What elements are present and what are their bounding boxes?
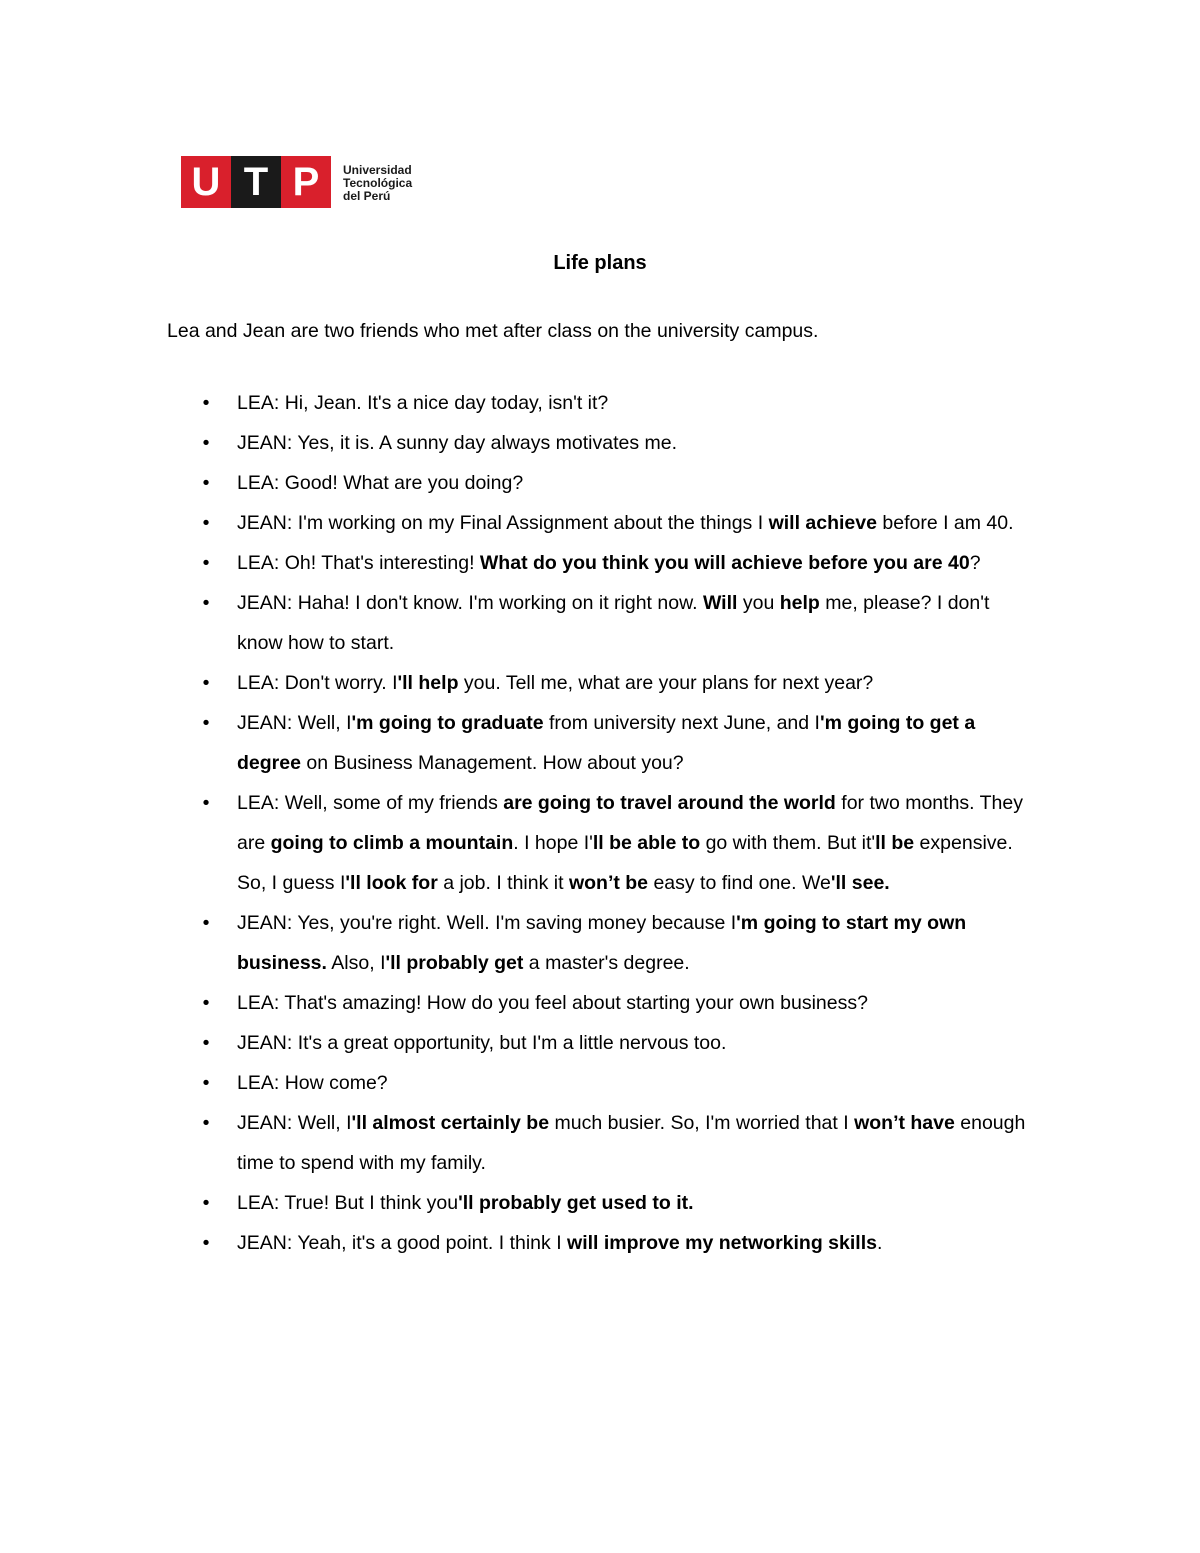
dialogue-line	[200, 383, 1040, 423]
dialogue-emphasis: won’t be	[568, 872, 649, 894]
dialogue-text: easy to find one. We	[648, 872, 831, 894]
dialogue-emphasis: help	[779, 592, 820, 614]
dialogue-text: : Well, I	[286, 1112, 352, 1134]
dialogue-text: : Good! What are you doing?	[273, 472, 524, 494]
dialogue-emphasis: 'll probably get used to it.	[458, 1192, 694, 1214]
dialogue-emphasis: 'm going to graduate	[351, 712, 544, 734]
bullet-icon	[200, 503, 212, 543]
dialogue-emphasis: 'll almost certainly be	[351, 1112, 550, 1134]
speaker-name: JEAN	[237, 1032, 287, 1054]
dialogue-line	[200, 503, 1040, 543]
speaker-name: LEA	[237, 552, 274, 574]
dialogue-emphasis: will improve my networking skills	[567, 1232, 877, 1254]
logo-text-line-2: Tecnológica	[343, 176, 413, 190]
dialogue-emphasis: are going to travel around the world	[503, 792, 836, 814]
speaker-name: JEAN	[237, 1112, 287, 1134]
dialogue-text: before I am 40.	[876, 512, 1014, 534]
dialogue-line	[200, 423, 1040, 463]
dialogue-text: you	[737, 592, 780, 614]
dialogue-text: : I'm working on my Final Assignment about the things I	[286, 512, 769, 534]
dialogue-line	[200, 663, 1040, 703]
dialogue-emphasis: 'll help	[397, 672, 459, 694]
dialogue-text: : True! But I think you	[273, 1192, 459, 1214]
speaker-name: LEA	[237, 392, 274, 414]
speaker-name: JEAN	[237, 1232, 287, 1254]
speaker-name: JEAN	[237, 912, 287, 934]
dialogue-line	[200, 1223, 1040, 1263]
bullet-icon	[200, 703, 212, 743]
dialogue-line	[200, 903, 1040, 983]
speaker-name: LEA	[237, 792, 274, 814]
speaker-name: JEAN	[237, 712, 287, 734]
bullet-icon	[200, 1183, 212, 1223]
bullet-icon	[200, 1223, 212, 1263]
dialogue-line	[200, 1183, 1040, 1223]
dialogue-text: you. Tell me, what are your plans for next year?	[458, 672, 874, 694]
dialogue-text: expensive. So, I guess I	[237, 832, 1013, 894]
dialogue-text: : Yes, it is. A sunny day always motivates me.	[286, 432, 678, 454]
utp-logo	[181, 156, 421, 210]
dialogue-emphasis: 'll look for	[345, 872, 438, 894]
dialogue-emphasis: won’t have	[854, 1112, 955, 1134]
bullet-icon	[200, 783, 212, 823]
dialogue-line	[200, 543, 1040, 583]
speaker-name: LEA	[237, 1072, 274, 1094]
bullet-icon	[200, 463, 212, 503]
dialogue-line	[200, 1063, 1040, 1103]
dialogue-text: me, please? I don't know how to start.	[237, 592, 990, 654]
dialogue-text: Also, I	[326, 952, 386, 974]
dialogue-line	[200, 983, 1040, 1023]
dialogue-line	[200, 1103, 1040, 1183]
bullet-icon	[200, 1063, 212, 1103]
dialogue-text: much busier. So, I'm worried that I	[549, 1112, 855, 1134]
bullet-icon	[200, 903, 212, 943]
bullet-icon	[200, 983, 212, 1023]
logo-letter-p: P	[281, 156, 331, 208]
intro-paragraph: Lea and Jean are two friends who met after class on the university campus.	[167, 320, 819, 342]
dialogue-emphasis: 'm going to get a degree	[237, 712, 976, 774]
dialogue-emphasis: ll be able to	[592, 832, 701, 854]
logo-text-line-3: del Perú	[343, 189, 391, 203]
dialogue-text: from university next June, and I	[543, 712, 820, 734]
dialogue-text: : It's a great opportunity, but I'm a little nervous too.	[286, 1032, 727, 1054]
dialogue-emphasis: Will	[702, 592, 738, 614]
dialogue-line	[200, 783, 1040, 903]
dialogue-emphasis: ll be	[875, 832, 915, 854]
dialogue-emphasis: What do you think you will achieve before you are 40	[479, 552, 970, 574]
dialogue-line	[200, 583, 1040, 663]
dialogue-emphasis: will achieve	[768, 512, 877, 534]
dialogue-text: : That's amazing! How do you feel about starting your own business?	[273, 992, 868, 1014]
dialogue-emphasis: 'm going to start my own business.	[237, 912, 967, 974]
dialogue-line	[200, 703, 1040, 783]
dialogue-text: : How come?	[273, 1072, 388, 1094]
dialogue-text: : Well, I	[286, 712, 352, 734]
bullet-icon	[200, 383, 212, 423]
dialogue-text: : Haha! I don't know. I'm working on it right now.	[286, 592, 703, 614]
dialogue-line	[200, 1023, 1040, 1063]
speaker-name: LEA	[237, 1192, 274, 1214]
dialogue-list	[200, 383, 1040, 1263]
logo-letter-t: T	[231, 156, 281, 208]
speaker-name: JEAN	[237, 592, 287, 614]
dialogue-text: : Don't worry. I	[273, 672, 398, 694]
dialogue-text: enough time to spend with my family.	[237, 1112, 1026, 1174]
dialogue-text: for two months. They are	[237, 792, 1023, 854]
bullet-icon	[200, 543, 212, 583]
bullet-icon	[200, 1023, 212, 1063]
dialogue-text: ?	[969, 552, 981, 574]
dialogue-text: on Business Management. How about you?	[300, 752, 684, 774]
page-title: Life plans	[553, 252, 647, 274]
bullet-icon	[200, 423, 212, 463]
logo-text-line-1: Universidad	[343, 163, 412, 177]
dialogue-text: . I hope I'	[513, 832, 593, 854]
speaker-name: LEA	[237, 992, 274, 1014]
dialogue-emphasis: going to climb a mountain	[270, 832, 514, 854]
logo-wordmark	[343, 164, 412, 203]
dialogue-emphasis: 'll probably get	[385, 952, 524, 974]
speaker-name: LEA	[237, 672, 274, 694]
dialogue-text: : Well, some of my friends	[273, 792, 504, 814]
dialogue-text: : Yes, you're right. Well. I'm saving money because I	[286, 912, 737, 934]
speaker-name: JEAN	[237, 512, 287, 534]
speaker-name: LEA	[237, 472, 274, 494]
dialogue-text: a master's degree.	[523, 952, 690, 974]
dialogue-text: : Hi, Jean. It's a nice day today, isn't it?	[273, 392, 609, 414]
dialogue-text: .	[876, 1232, 883, 1254]
dialogue-line	[200, 463, 1040, 503]
dialogue-text: go with them. But it'	[700, 832, 876, 854]
bullet-icon	[200, 583, 212, 623]
dialogue-text: : Oh! That's interesting!	[273, 552, 480, 574]
bullet-icon	[200, 663, 212, 703]
dialogue-text: a job. I think it	[437, 872, 569, 894]
dialogue-text: : Yeah, it's a good point. I think I	[286, 1232, 568, 1254]
speaker-name: JEAN	[237, 432, 287, 454]
dialogue-emphasis: 'll see.	[830, 872, 890, 894]
logo-letter-u: U	[181, 156, 231, 208]
bullet-icon	[200, 1103, 212, 1143]
